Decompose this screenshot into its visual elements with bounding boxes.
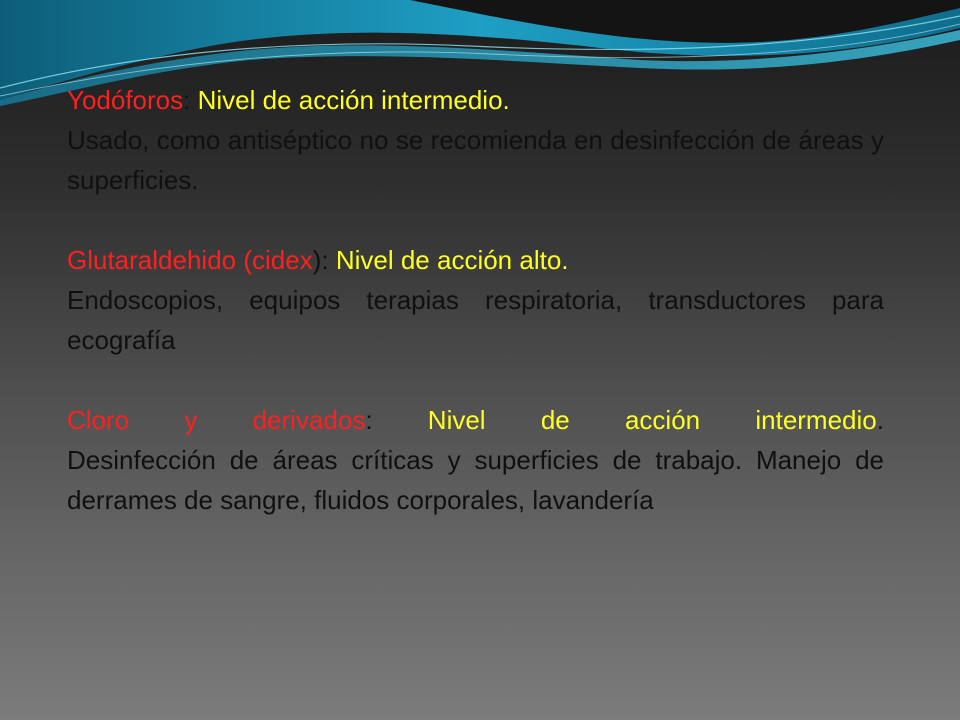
item-heading — [67, 80, 884, 120]
item-body: Desinfección de áreas críticas y superficies de trabajo. Manejo de derrames de sangre, fluidos corporales, lavandería — [67, 445, 884, 515]
item-yodoforos — [67, 80, 884, 200]
item-body: Usado, como antiséptico no se recomienda en desinfección de áreas y superficies. — [67, 125, 884, 195]
slide-content — [67, 80, 884, 560]
item-glutaraldehido — [67, 240, 884, 360]
item-separator: : — [183, 85, 191, 115]
item-separator: : — [365, 405, 373, 435]
item-cloro — [67, 400, 884, 520]
item-trail: . — [876, 405, 884, 435]
item-heading — [67, 400, 884, 440]
item-body: Endoscopios, equipos terapias respiratoria, transductores para ecografía — [67, 285, 884, 355]
item-heading — [67, 240, 884, 280]
item-separator: ): — [312, 245, 329, 275]
item-term: Yodóforos — [67, 85, 184, 115]
item-term: Glutaraldehido (cidex — [67, 245, 313, 275]
item-level: Nivel de acción intermedio — [427, 405, 877, 435]
item-level: Nivel de acción intermedio. — [197, 85, 510, 115]
item-term: Cloro y derivados — [67, 405, 366, 435]
item-level: Nivel de acción alto. — [335, 245, 569, 275]
